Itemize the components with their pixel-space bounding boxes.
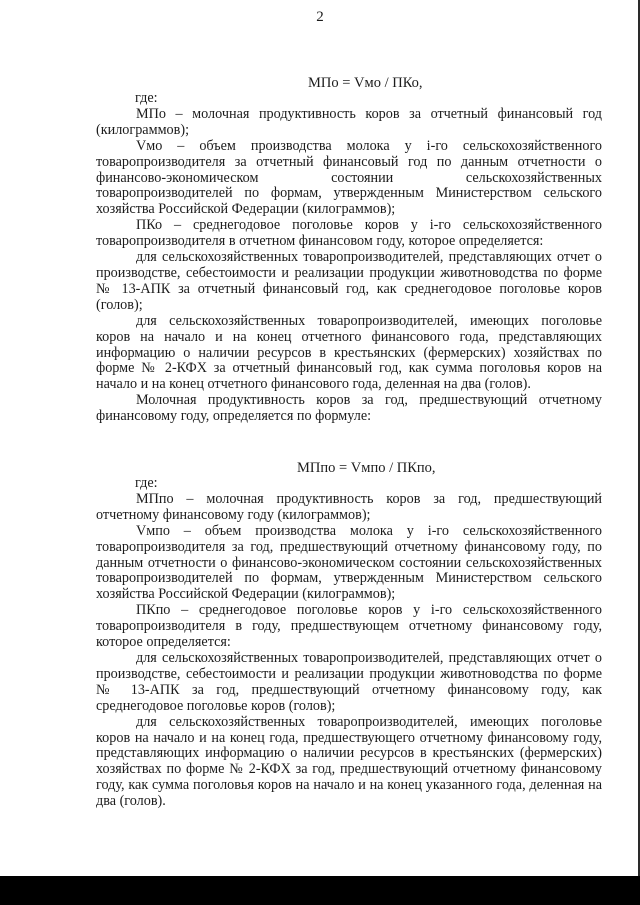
where-label: где:: [135, 475, 158, 491]
intro-previous-year: Молочная продуктивность коров за год, предшествующий отчетному финансовому году, определяется по формуле:: [96, 392, 602, 425]
pkpo-case-13-apk: для сельскохозяйственных товаропроизводителей, представляющих отчет о производстве, себестоимости и реализации продукции животноводства по форме № 13-АПК за год, предшествующий отчетному финансовому году, как среднегодовое поголовье коров (голов);: [96, 649, 602, 714]
definitions-previous-year: [96, 476, 602, 810]
definition-vmo: Vмо – объем производства молока у i-го сельскохозяйственного товаропроизводителя за отчетный финансовый год по данным отчетности о финансово-экономическом состоянии сельскохозяйственных товаропроизводителей по формам, утвержденным Министерством сельского хозяйства Российской Федерации (килограммов);: [96, 137, 602, 218]
definition-mppo: МПпо – молочная продуктивность коров за год, предшествующий отчетному финансовому году (килограммов);: [96, 490, 602, 523]
definition-mpo: МПо – молочная продуктивность коров за отчетный финансовый год (килограммов);: [96, 105, 602, 138]
page-number: 2: [316, 9, 324, 25]
scan-bottom-border: [0, 876, 640, 905]
where-label: где:: [135, 90, 158, 106]
definition-pkpo: ПКпо – среднегодовое поголовье коров у i-го сельскохозяйственного товаропроизводителя в году, предшествующем отчетному финансовому году, которое определяется:: [96, 602, 602, 651]
formula-previous-year: МПпо = Vмпо / ПКпо,: [297, 460, 436, 476]
definition-pko: ПКо – среднегодовое поголовье коров у i-го сельскохозяйственного товаропроизводителя в отчетном финансовом году, которое определяется:: [96, 217, 602, 250]
pko-case-13-apk: для сельскохозяйственных товаропроизводителей, представляющих отчет о производстве, себестоимости и реализации продукции животноводства по форме № 13-АПК за отчетный финансовый год, как среднегодовое поголовье коров (голов);: [96, 249, 602, 313]
formula-current-year: МПо = Vмо / ПКо,: [308, 75, 423, 91]
pkpo-case-2-kfh: для сельскохозяйственных товаропроизводителей, имеющих поголовье коров на начало и на конец года, предшествующего отчетному финансовому году, представляющих информацию о наличии ресурсов в крестьянских (фермерских) хозяйствах по форме № 2-КФХ за год, предшествующий отчетному финансовому году, как сумма поголовья коров на начало и на конец указанного года, деленная на два (голов).: [96, 713, 602, 810]
pko-case-2-kfh: для сельскохозяйственных товаропроизводителей, имеющих поголовье коров на начало и на конец отчетного финансового года, представляющих информацию о наличии ресурсов в крестьянских (фермерских) хозяйствах по форме № 2-КФХ за отчетный финансовый год, как сумма поголовья коров на начало и на конец отчетного финансового года, деленная на два (голов).: [96, 312, 602, 393]
definition-vmpo: Vмпо – объем производства молока у i-го сельскохозяйственного товаропроизводителя за год, предшествующий отчетному финансовому году, по данным отчетности о финансово-экономическом состоянии сельскохозяйственных товаропроизводителей по формам, утвержденным Министерством сельского хозяйства Российской Федерации (килограммов);: [96, 522, 602, 603]
definitions-current-year: [96, 91, 602, 425]
